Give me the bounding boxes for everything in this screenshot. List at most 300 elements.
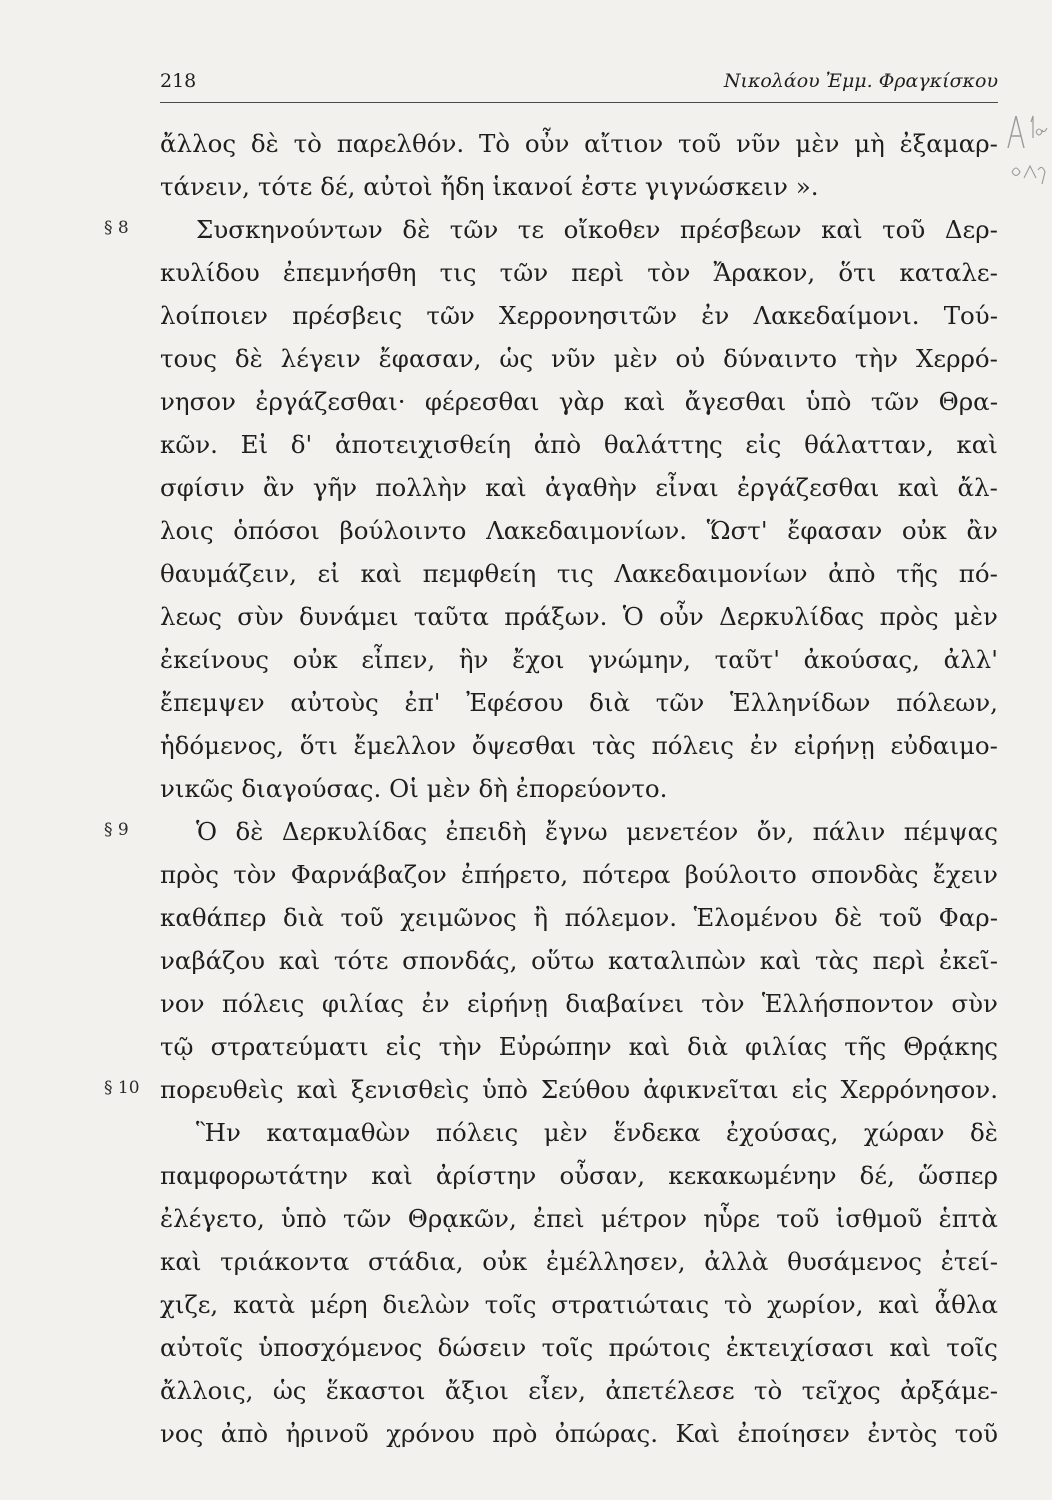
margin-annotation <box>1004 112 1048 198</box>
text-line <box>160 1025 998 1068</box>
word: φιλίας <box>745 1032 828 1061</box>
word: γνώμην, <box>588 645 691 674</box>
word: νικῶς <box>160 774 234 803</box>
word: τῷ <box>160 1032 194 1061</box>
word: Ἄρακον, <box>713 258 816 287</box>
word: Λακεδαιμονίων. <box>486 516 688 545</box>
text-line <box>160 939 998 982</box>
word: πεμφθείη <box>422 559 537 588</box>
word: φιλίας <box>321 989 405 1018</box>
word: πόλεμον. <box>564 903 678 932</box>
word: ἕκαστοι <box>325 1376 426 1405</box>
word: πόλεις <box>651 731 734 760</box>
word: ἐπεμνήσθη <box>282 258 417 287</box>
word: τὴν <box>438 1032 482 1061</box>
text-line <box>160 896 998 939</box>
word: οὖν <box>524 129 570 158</box>
word: τε <box>517 215 545 244</box>
word: ἂν <box>263 473 295 502</box>
word: ἐπορεύοντο. <box>515 774 668 803</box>
word: Τού- <box>943 301 998 330</box>
text-line <box>160 1412 998 1455</box>
word: θυσάμενος <box>787 1247 923 1276</box>
word: τότε <box>257 172 313 201</box>
word: ἀλλὰ <box>704 1247 769 1276</box>
word: μὴ <box>854 129 885 158</box>
word: ἐργάζεσθαι· <box>255 387 406 416</box>
word: ἐκείνους <box>160 645 270 674</box>
word: νησον <box>160 387 236 416</box>
text-line <box>160 810 998 853</box>
word: περὶ <box>872 946 926 975</box>
word: ἐποίησεν <box>737 1419 850 1448</box>
word: τῶν <box>499 258 549 287</box>
word: τὸν <box>647 258 691 287</box>
word: διὰ <box>687 1032 729 1061</box>
word: ὄν, <box>756 817 795 846</box>
word: καθάπερ <box>160 903 267 932</box>
word: δ' <box>290 430 313 459</box>
text-line <box>160 1240 998 1283</box>
text-line <box>160 1154 998 1197</box>
word: τῶν <box>655 688 705 717</box>
word: τοῦ <box>878 903 923 932</box>
word: ηὗρε <box>703 1204 760 1233</box>
word: πρώτοις <box>608 1333 711 1362</box>
word: ἂν <box>966 516 998 545</box>
word: τὴν <box>854 344 899 373</box>
word: Ὁ <box>622 602 644 631</box>
word: τῆς <box>896 559 939 588</box>
word: ἐπειδὴ <box>445 817 527 846</box>
word: ἀπετέλεσε <box>605 1376 735 1405</box>
word: εἶεν, <box>528 1376 586 1405</box>
word: ἐπήρετο, <box>461 860 569 889</box>
word: ἐργάζεσθαι <box>737 473 880 502</box>
word: παμφορωτάτην <box>160 1161 349 1190</box>
word: τὸ <box>293 129 322 158</box>
word: ὅτι <box>838 258 877 287</box>
word: οἴκοθεν <box>563 215 661 244</box>
word: πόλεις <box>222 989 305 1018</box>
word: ἐξαμαρ- <box>899 129 998 158</box>
word: δέ, <box>859 1161 895 1190</box>
word: καὶ <box>956 430 998 459</box>
word: Δερκυλίδας <box>281 817 428 846</box>
word: εἶπεν, <box>361 645 436 674</box>
word: γῆν <box>312 473 358 502</box>
word: ἀπὸ <box>533 430 582 459</box>
word: δύναιντο <box>723 344 837 373</box>
text-line <box>160 509 998 552</box>
word: Ὁ <box>196 817 218 846</box>
text-line <box>160 165 998 208</box>
word: Φαρνάβαζον <box>290 860 447 889</box>
word: δυνάμει <box>299 602 399 631</box>
word: Εὐρώπην <box>498 1032 612 1061</box>
word: μὲν <box>426 774 471 803</box>
text-line <box>160 122 998 165</box>
word: ὀπώρας. <box>554 1419 659 1448</box>
word: τις <box>556 559 594 588</box>
word: ἤδη <box>440 172 485 201</box>
word: λέγειν <box>280 344 361 373</box>
word: ἐλέγετο, <box>160 1204 265 1233</box>
text-line <box>160 767 998 810</box>
word: μέτρον <box>600 1204 688 1233</box>
word: στρατεύματι <box>210 1032 369 1061</box>
word: ἰσθμοῦ <box>835 1204 923 1233</box>
word: τῆς <box>844 1032 887 1061</box>
word: Ὥστ' <box>706 516 768 545</box>
text-line <box>160 208 998 251</box>
word: χειμῶνος <box>400 903 517 932</box>
word: καὶ <box>878 1290 920 1319</box>
word: δὲ <box>235 817 264 846</box>
word: ». <box>795 172 819 201</box>
word: τὸν <box>701 989 745 1018</box>
word: Φαρ- <box>938 903 998 932</box>
word: τοῦ <box>954 1419 998 1448</box>
word: δώσειν <box>437 1333 527 1362</box>
word: καὶ <box>897 473 940 502</box>
word: πρέσβεις <box>292 301 403 330</box>
word: ἀρξάμε- <box>900 1376 998 1405</box>
word: καὶ <box>485 473 527 502</box>
word: κεκακωμένην <box>668 1161 837 1190</box>
word: ἢ <box>533 903 549 932</box>
word: Συσκηνούντων <box>196 215 383 244</box>
word: τεῖχος <box>801 1376 881 1405</box>
word: ξενισθεὶς <box>351 1075 470 1104</box>
word: ὡς <box>499 344 534 373</box>
word: μενετέον <box>626 817 739 846</box>
word: καὶ <box>360 559 402 588</box>
word: ἠρινοῦ <box>285 1419 369 1448</box>
word: ὄψεσθαι <box>471 731 577 760</box>
word: ναβάζου <box>160 946 266 975</box>
text-line <box>160 1326 998 1369</box>
word: ἐντὸς <box>867 1419 938 1448</box>
word: κυλίδου <box>160 258 260 287</box>
word: περὶ <box>571 258 625 287</box>
word: δέ, <box>320 172 356 201</box>
word: δὲ <box>402 215 431 244</box>
word: ἔχειν <box>932 860 998 889</box>
word: τῶν <box>426 301 475 330</box>
word: τους <box>160 344 217 373</box>
section-marker: § 8 <box>104 218 129 238</box>
word: διαγούσας. <box>241 774 382 803</box>
word: Χερρόνησον. <box>840 1075 998 1104</box>
page-header <box>160 70 998 98</box>
word: χώραν <box>863 1118 945 1147</box>
word: θάλατταν, <box>804 430 934 459</box>
word: φέρεσθαι <box>424 387 540 416</box>
word: ὡς <box>272 1376 307 1405</box>
text-line <box>160 724 998 767</box>
word: Ἑλληνίδων <box>729 688 871 717</box>
word: τότε <box>333 946 389 975</box>
text-line <box>160 638 998 681</box>
word: ἔχοι <box>512 645 565 674</box>
word: εἰρήνῃ <box>466 989 548 1018</box>
word: ταῦτα <box>413 602 489 631</box>
word: Θρᾳκῶν, <box>407 1204 517 1233</box>
word: ἑπτὰ <box>938 1204 998 1233</box>
word: ὑπὸ <box>805 387 852 416</box>
word: ἆθλα <box>934 1290 998 1319</box>
word: Τὸ <box>478 129 511 158</box>
word: ἀφικνεῖται <box>643 1075 779 1104</box>
word: σὺν <box>951 989 998 1018</box>
word: Λακεδαίμονι. <box>753 301 920 330</box>
word: ἡδόμενος, <box>160 731 284 760</box>
word: πρέσβεων <box>679 215 802 244</box>
word: τῶν <box>870 387 920 416</box>
word: Δερ- <box>944 215 998 244</box>
word: εὐδαιμο- <box>890 731 998 760</box>
word: ἀπὸ <box>220 1419 269 1448</box>
word: εἰς <box>385 1032 422 1061</box>
word: ἐχούσας, <box>725 1118 839 1147</box>
word: τοῖς <box>484 1290 537 1319</box>
word: τις <box>439 258 477 287</box>
word: οὐκ <box>482 1247 528 1276</box>
word: ἐν <box>749 731 778 760</box>
word: εἰρήνῃ <box>793 731 875 760</box>
word: μὲν <box>795 129 840 158</box>
word: εἰ <box>317 559 340 588</box>
word: ὅτι <box>299 731 338 760</box>
text-line <box>160 1369 998 1412</box>
word: ἐτεί- <box>940 1247 998 1276</box>
word: αὐτοὺς <box>290 688 379 717</box>
word: ἄξιοι <box>444 1376 509 1405</box>
word: ἄλλοις, <box>160 1376 254 1405</box>
word: μὲν <box>613 344 658 373</box>
word: πό- <box>958 559 998 588</box>
word: δὲ <box>834 903 863 932</box>
section-marker: § 9 <box>104 820 129 840</box>
word: θαλάττης <box>603 430 723 459</box>
text-line <box>160 1068 998 1111</box>
word: πολλὴν <box>375 473 467 502</box>
text-line <box>160 552 998 595</box>
word: ἄλλος <box>160 129 237 158</box>
word: Θρα- <box>938 387 998 416</box>
word: Εἰ <box>240 430 269 459</box>
word: γὰρ <box>558 387 605 416</box>
text-line <box>160 681 998 724</box>
word: Χερρονησιτῶν <box>499 301 678 330</box>
word: τοῦ <box>340 903 384 932</box>
word: Ἑλομένου <box>693 903 818 932</box>
word: στάδια, <box>368 1247 464 1276</box>
word: ἐπ' <box>404 688 441 717</box>
running-head: Νικολάου Ἐμμ. Φραγκίσκου <box>723 70 998 92</box>
word: ἐν <box>701 301 730 330</box>
word: λοις <box>160 516 214 545</box>
page-number: 218 <box>160 70 197 92</box>
word: εἰς <box>745 430 782 459</box>
word: οὖσαν, <box>559 1161 646 1190</box>
word: καταλιπὼν <box>608 946 747 975</box>
word: διαβαίνει <box>565 989 684 1018</box>
word: σφίσιν <box>160 473 245 502</box>
word: ἱκανοί <box>492 172 574 201</box>
word: δὲ <box>970 1118 998 1147</box>
word: ἐμέλλησεν, <box>545 1247 686 1276</box>
word: ἀγαθὴν <box>544 473 638 502</box>
word: μὲν <box>953 602 998 631</box>
word: πόλεις <box>435 1118 519 1147</box>
word: ἐν <box>421 989 450 1018</box>
word: πάλιν <box>812 817 886 846</box>
word: Σεύθου <box>540 1075 631 1104</box>
text-line <box>160 853 998 896</box>
word: ἐκτειχίσασι <box>725 1333 875 1362</box>
word: τὰς <box>814 946 859 975</box>
text-line <box>160 380 998 423</box>
word: χωρίον, <box>767 1290 864 1319</box>
word: Χερρό- <box>915 344 998 373</box>
text-line <box>160 423 998 466</box>
word: πράξων. <box>504 602 608 631</box>
word: λεως <box>160 602 222 631</box>
word: ἐπεὶ <box>533 1204 585 1233</box>
word: δὲ <box>234 344 263 373</box>
word: ἔγνω <box>544 817 608 846</box>
section-marker: § 10 <box>104 1078 140 1098</box>
word: καὶ <box>278 946 321 975</box>
text-line <box>160 1197 998 1240</box>
word: Θρᾴκης <box>903 1032 998 1061</box>
text-body <box>160 122 998 1455</box>
word: ἕνδεκα <box>613 1118 701 1147</box>
word: ὑπὸ <box>482 1075 528 1104</box>
word: αὐτοὶ <box>363 172 433 201</box>
text-line <box>160 337 998 380</box>
word: σὺν <box>237 602 284 631</box>
word: πρὸς <box>160 860 219 889</box>
word: χρόνου <box>386 1419 475 1448</box>
word: ἀλλ' <box>943 645 998 674</box>
word: διελὼν <box>382 1290 470 1319</box>
word: ἄγεσθαι <box>684 387 787 416</box>
word: πρὸς <box>879 602 939 631</box>
word: τὸν <box>233 860 277 889</box>
word: νος <box>160 1419 204 1448</box>
word: διὰ <box>589 688 631 717</box>
word: βούλοιντο <box>339 516 467 545</box>
text-line <box>160 982 998 1025</box>
word: τοῦ <box>882 215 926 244</box>
word: καὶ <box>889 1333 931 1362</box>
word: καταμαθὼν <box>266 1118 411 1147</box>
word: κῶν. <box>160 430 218 459</box>
word: μὲν <box>543 1118 588 1147</box>
word: τοῖς <box>541 1333 594 1362</box>
header-rule <box>160 102 998 103</box>
word: γιγνώσκειν <box>644 172 788 201</box>
word: οὐκ <box>292 645 338 674</box>
word: πρὸ <box>492 1419 538 1448</box>
word: λοίποιεν <box>160 301 268 330</box>
word: καὶ <box>623 387 666 416</box>
word: πορευθεὶς <box>160 1075 284 1104</box>
word: τοῦ <box>776 1204 820 1233</box>
word: καὶ <box>628 1032 671 1061</box>
word: ἔφασαν <box>787 516 883 545</box>
word: θαυμάζειν, <box>160 559 297 588</box>
word: νον <box>160 989 205 1018</box>
word: διὰ <box>282 903 324 932</box>
word: ὁπόσοι <box>233 516 320 545</box>
word: σπονδάς, <box>402 946 518 975</box>
text-line <box>160 294 998 337</box>
word: εἶναι <box>655 473 719 502</box>
word: τριάκοντα <box>220 1247 350 1276</box>
word: τοῖς <box>946 1333 998 1362</box>
word: τὸ <box>723 1290 753 1319</box>
word: οὖν <box>659 602 704 631</box>
word: χιζε, <box>160 1290 219 1319</box>
word: τῶν <box>343 1204 392 1233</box>
word: νῦν <box>551 344 596 373</box>
word: πότερα <box>582 860 671 889</box>
word: οὕτω <box>531 946 595 975</box>
word: ἄλ- <box>957 473 998 502</box>
word: καὶ <box>296 1075 339 1104</box>
word: καὶ <box>759 946 802 975</box>
text-line <box>160 1111 998 1154</box>
text-line <box>160 1283 998 1326</box>
word: δὴ <box>478 774 508 803</box>
word: ἔμελλον <box>353 731 456 760</box>
word: πόλεων, <box>896 688 998 717</box>
word: στρατιώταις <box>551 1290 710 1319</box>
word: ἐστε <box>580 172 638 201</box>
word: σπονδὰς <box>810 860 919 889</box>
word: ἀποτειχισθείη <box>334 430 512 459</box>
word: Καὶ <box>675 1419 720 1448</box>
word: Οἱ <box>389 774 419 803</box>
text-line <box>160 466 998 509</box>
word: καὶ <box>371 1161 413 1190</box>
word: εἰς <box>791 1075 828 1104</box>
word: νῦν <box>735 129 781 158</box>
word: ὥσπερ <box>918 1161 998 1190</box>
word: καὶ <box>821 215 863 244</box>
word: οὐκ <box>901 516 947 545</box>
word: βούλοιτο <box>684 860 797 889</box>
word: τὰς <box>591 731 636 760</box>
word: Ἑλλήσποντον <box>761 989 934 1018</box>
word: ταῦτ' <box>714 645 780 674</box>
word: πέμψας <box>903 817 998 846</box>
word: οὐ <box>675 344 706 373</box>
word: μέρη <box>309 1290 368 1319</box>
word: ἀρίστην <box>435 1161 537 1190</box>
word: αὐτοῖς <box>160 1333 244 1362</box>
word: ἀπὸ <box>828 559 876 588</box>
word: τῶν <box>449 215 499 244</box>
word: ὑπὸ <box>281 1204 327 1233</box>
word: Ἐφέσου <box>466 688 564 717</box>
word: ἀκούσας, <box>803 645 920 674</box>
word: καταλε- <box>899 258 998 287</box>
